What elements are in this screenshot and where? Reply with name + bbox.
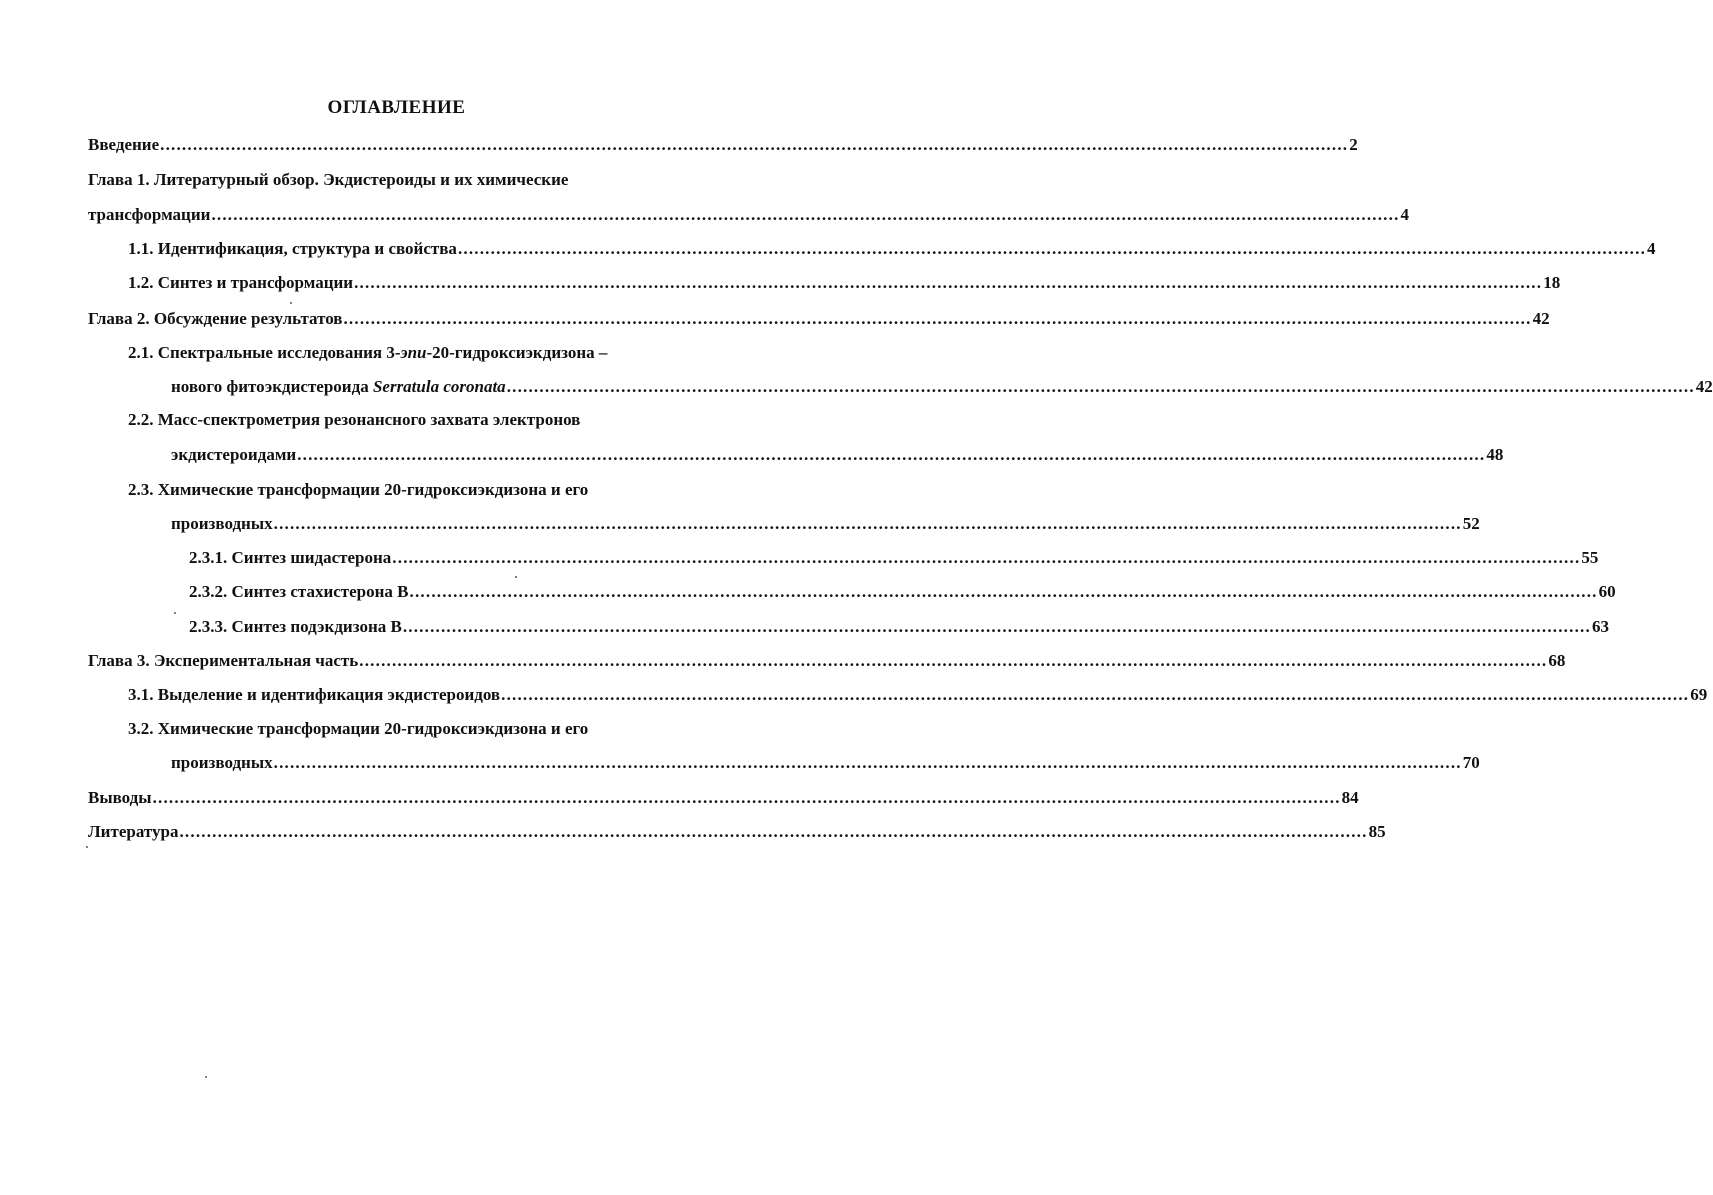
toc-entry-section-2-3-2[interactable]: [189, 581, 1616, 603]
dot-leader: ..........................................................................................................................................................................................................................: [506, 377, 1695, 396]
toc-entry-text: трансформации: [88, 205, 211, 224]
toc-entry-section-2-3-1[interactable]: [189, 547, 1599, 569]
toc-entry-chapter-3[interactable]: [88, 650, 1566, 672]
toc-entry-text: -20-гидроксиэкдизона –: [426, 343, 608, 362]
toc-title: ОГЛАВЛЕНИЕ: [327, 97, 466, 118]
toc-entry-section-2-3-3[interactable]: [189, 616, 1609, 638]
toc-entry-text: Глава 2. Обсуждение результатов: [88, 309, 343, 328]
scan-speck: [205, 1076, 207, 1078]
scan-speck: [86, 846, 88, 848]
dot-leader: ..........................................................................................................................................................................................................................: [392, 548, 1581, 567]
toc-entry-text: 1.2. Синтез и трансформации: [128, 273, 354, 292]
scan-speck: [290, 302, 292, 304]
scan-speck: [174, 612, 176, 614]
toc-entry-chapter-2[interactable]: [88, 308, 1550, 330]
toc-entry-text: Выводы: [88, 788, 152, 807]
toc-entry-text: производных: [171, 753, 273, 772]
dot-leader: ..........................................................................................................................................................................................................................: [273, 753, 1462, 772]
toc-entry-text: [171, 376, 506, 398]
toc-entry-text-italic: эпи: [400, 343, 427, 362]
toc-entry-text: Введение: [88, 135, 160, 154]
toc-entry-text: экдистероидами: [171, 445, 297, 464]
dot-leader: ..........................................................................................................................................................................................................................: [501, 685, 1690, 704]
toc-page-number: 70: [1462, 753, 1480, 772]
toc-entry-section-2-3[interactable]: [171, 513, 1480, 535]
toc-page-number: 85: [1368, 822, 1386, 841]
toc-entry-intro[interactable]: [88, 134, 1358, 156]
toc-entry-section-2-3-line-1[interactable]: 2.3. Химические трансформации 20-гидроксиэкдизона и его: [128, 480, 589, 499]
toc-page-number: 18: [1543, 273, 1561, 292]
toc-entry-text-italic: Serratula coronata: [372, 377, 506, 396]
toc-entry-text: 3.1. Выделение и идентификация экдистероидов: [128, 685, 501, 704]
toc-entry-text: 2.3.2. Синтез стахистерона В: [189, 582, 409, 601]
toc-page-number: 68: [1548, 651, 1566, 670]
dot-leader: ..........................................................................................................................................................................................................................: [152, 788, 1341, 807]
toc-entry-text-part: нового фитоэкдистероида: [171, 377, 373, 396]
toc-entry-section-3-1[interactable]: [128, 684, 1708, 706]
toc-page-number: 4: [1647, 239, 1656, 258]
toc-entry-section-2-2[interactable]: [171, 444, 1504, 466]
toc-entry-section-1-2[interactable]: [128, 272, 1561, 294]
toc-entry-section-1-1[interactable]: [128, 238, 1656, 260]
toc-page-number: 55: [1581, 548, 1599, 567]
dot-leader: ..........................................................................................................................................................................................................................: [354, 273, 1543, 292]
toc-page-number: 60: [1598, 582, 1616, 601]
toc-page-number: 63: [1591, 617, 1609, 636]
toc-entry-literature[interactable]: [88, 821, 1386, 843]
dot-leader: ..........................................................................................................................................................................................................................: [409, 582, 1598, 601]
toc-page-number: 84: [1341, 788, 1359, 807]
toc-page-number: 48: [1486, 445, 1504, 464]
dot-leader: ..........................................................................................................................................................................................................................: [457, 239, 1647, 258]
toc-entry-section-2-1-line-1[interactable]: [128, 342, 607, 364]
toc-entry-text: 2.3.1. Синтез шидастерона: [189, 548, 392, 567]
toc-entry-chapter-1[interactable]: [88, 204, 1410, 226]
toc-page-number: 42: [1532, 309, 1550, 328]
toc-entry-section-3-2-line-1[interactable]: 3.2. Химические трансформации 20-гидроксиэкдизона и его: [128, 719, 589, 738]
toc-page-number: 69: [1690, 685, 1708, 704]
toc-page-number: 2: [1349, 135, 1358, 154]
toc-entry-text: 1.1. Идентификация, структура и свойства: [128, 239, 457, 258]
toc-entry-chapter-1-line-1[interactable]: Глава 1. Литературный обзор. Экдистероиды и их химические: [88, 170, 569, 189]
toc-page-number: 52: [1462, 514, 1480, 533]
toc-entry-text: 2.1. Спектральные исследования 3-: [128, 343, 401, 362]
toc-entry-section-3-2[interactable]: [171, 752, 1480, 774]
toc-entry-text: Литература: [88, 822, 179, 841]
toc-page-number: 42: [1695, 377, 1713, 396]
dot-leader: ..........................................................................................................................................................................................................................: [359, 651, 1548, 670]
toc-entry-text: Глава 3. Экспериментальная часть: [88, 651, 359, 670]
dot-leader: ..........................................................................................................................................................................................................................: [297, 445, 1486, 464]
scan-speck: [515, 576, 517, 578]
dot-leader: ..........................................................................................................................................................................................................................: [179, 822, 1368, 841]
dot-leader: ..........................................................................................................................................................................................................................: [160, 135, 1349, 154]
toc-entry-section-2-2-line-1[interactable]: 2.2. Масс-спектрометрия резонансного захвата электронов: [128, 410, 581, 429]
dot-leader: ..........................................................................................................................................................................................................................: [343, 309, 1532, 328]
toc-entry-text: 2.3.3. Синтез подэкдизона В: [189, 617, 402, 636]
toc-page-number: 4: [1400, 205, 1410, 224]
dot-leader: ..........................................................................................................................................................................................................................: [211, 205, 1400, 224]
dot-leader: ..........................................................................................................................................................................................................................: [273, 514, 1462, 533]
dot-leader: ..........................................................................................................................................................................................................................: [402, 617, 1591, 636]
toc-entry-section-2-1[interactable]: [171, 376, 1713, 398]
toc-entry-text: производных: [171, 514, 273, 533]
toc-entry-conclusions[interactable]: [88, 787, 1359, 809]
